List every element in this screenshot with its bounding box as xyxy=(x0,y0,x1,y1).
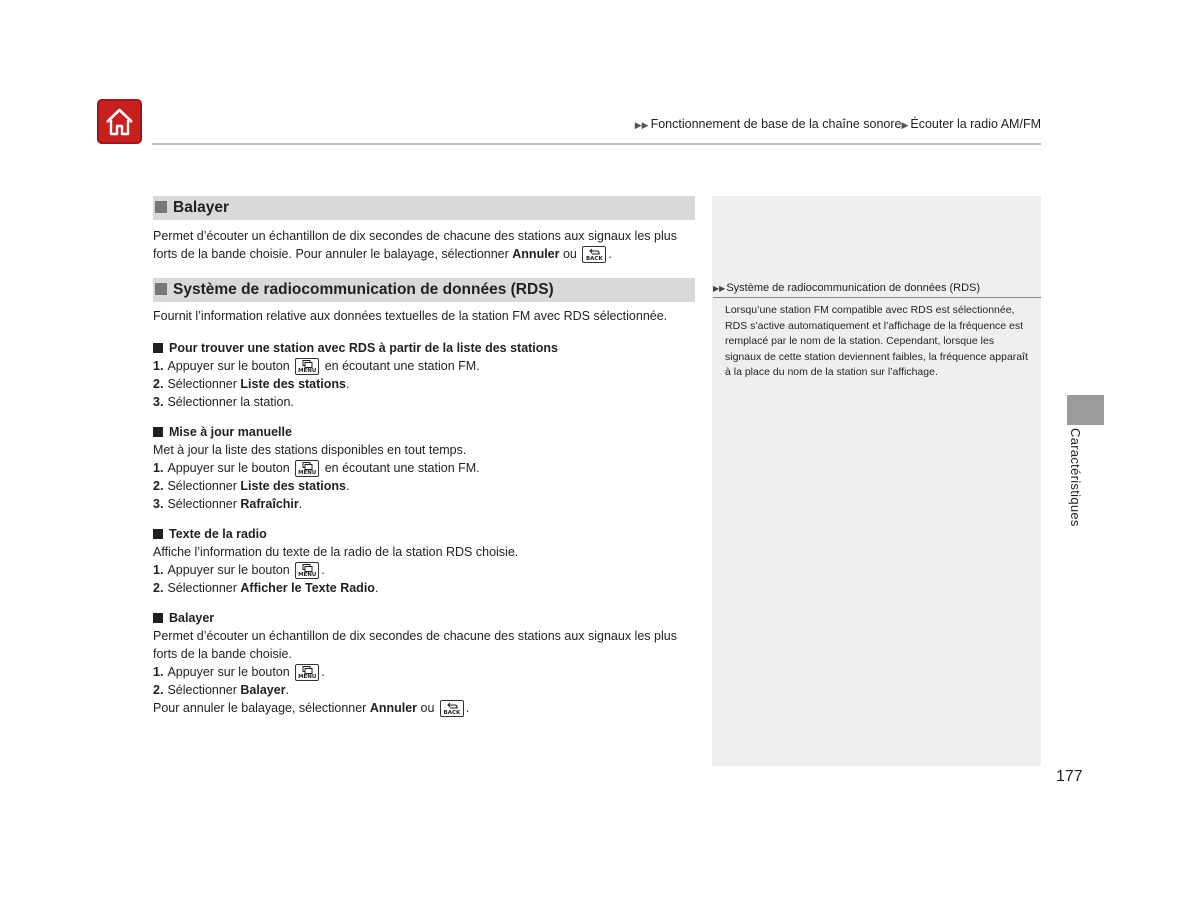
side-note-title: ▶▶Système de radiocommunication de données (RDS) xyxy=(713,282,1041,298)
radio-text-intro: Affiche l’information du texte de la radio de la station RDS choisie. xyxy=(153,545,519,559)
back-button-icon: BACK xyxy=(582,246,606,263)
menu-button-icon: MENU xyxy=(295,664,319,681)
menu-button-icon: MENU xyxy=(295,358,319,375)
breadcrumb xyxy=(635,117,1041,131)
back-button-icon: BACK xyxy=(440,700,464,717)
square-bullet-icon xyxy=(153,427,163,437)
subheading-radio-text: Texte de la radio xyxy=(153,525,695,543)
main-content xyxy=(153,196,695,717)
breadcrumb-arrow-icon: ▶▶ xyxy=(634,120,649,130)
rds-intro: Fournit l’information relative aux données textuelles de la station FM avec RDS sélectionnée. xyxy=(153,309,668,323)
page-number: 177 xyxy=(1056,768,1083,785)
header-divider xyxy=(152,143,1041,145)
square-bullet-icon xyxy=(153,343,163,353)
menu-button-icon: MENU xyxy=(295,460,319,477)
find-step-2: 2. Sélectionner Liste des stations. xyxy=(153,377,350,391)
side-note-body: Lorsqu’une station FM compatible avec RDS est sélectionnée, RDS s’active automatiquement et l’affichage de la fréquence est remplacé par le nom de la station. Cependant, lorsque les signaux de cette station deviennent faibles, la fréquence apparaît à la place du nom de la station sur l’affichage. xyxy=(725,304,1028,378)
square-bullet-icon xyxy=(153,529,163,539)
subheading-scan: Balayer xyxy=(153,609,695,627)
balayer-paragraph: Permet d’écouter un échantillon de dix secondes de chacune des stations aux signaux les plus forts de la bande choisie. Pour annuler le balayage, sélectionner Annuler ou BACK . xyxy=(153,229,677,262)
find-step-1: 1. Appuyer sur le bouton MENU en écoutant une station FM. xyxy=(153,359,480,374)
chapter-tab-label: Caractéristiques xyxy=(1068,428,1083,527)
breadcrumb-item[interactable]: Écouter la radio AM/FM xyxy=(910,117,1041,131)
find-step-3: 3. Sélectionner la station. xyxy=(153,395,294,409)
update-step-1: 1. Appuyer sur le bouton MENU en écoutant une station FM. xyxy=(153,461,480,476)
home-button[interactable] xyxy=(97,99,142,144)
section-heading-rds: Système de radiocommunication de données (RDS) xyxy=(153,278,695,302)
reference-icon: ▶▶ xyxy=(713,284,726,293)
section-heading-balayer: Balayer xyxy=(153,196,695,220)
subheading-find-station: Pour trouver une station avec RDS à partir de la liste des stations xyxy=(153,339,695,357)
scan-intro: Permet d’écouter un échantillon de dix secondes de chacune des stations aux signaux les plus forts de la bande choisie. xyxy=(153,629,677,661)
scan-cancel: Pour annuler le balayage, sélectionner Annuler ou BACK . xyxy=(153,701,470,716)
update-step-3: 3. Sélectionner Rafraîchir. xyxy=(153,497,303,511)
update-intro: Met à jour la liste des stations disponibles en tout temps. xyxy=(153,443,467,457)
square-bullet-icon xyxy=(153,613,163,623)
breadcrumb-arrow-icon: ▶ xyxy=(901,120,909,130)
chapter-tab-marker[interactable] xyxy=(1067,395,1104,425)
breadcrumb-item[interactable]: Fonctionnement de base de la chaîne sonore xyxy=(650,117,902,131)
square-bullet-icon xyxy=(155,201,167,213)
radio-text-step-2: 2. Sélectionner Afficher le Texte Radio. xyxy=(153,581,379,595)
scan-step-2: 2. Sélectionner Balayer. xyxy=(153,683,290,697)
menu-button-icon: MENU xyxy=(295,562,319,579)
radio-text-step-1: 1. Appuyer sur le bouton MENU . xyxy=(153,563,325,578)
subheading-manual-update: Mise à jour manuelle xyxy=(153,423,695,441)
square-bullet-icon xyxy=(155,283,167,295)
update-step-2: 2. Sélectionner Liste des stations. xyxy=(153,479,350,493)
home-icon xyxy=(103,105,136,138)
scan-step-1: 1. Appuyer sur le bouton MENU . xyxy=(153,665,325,680)
